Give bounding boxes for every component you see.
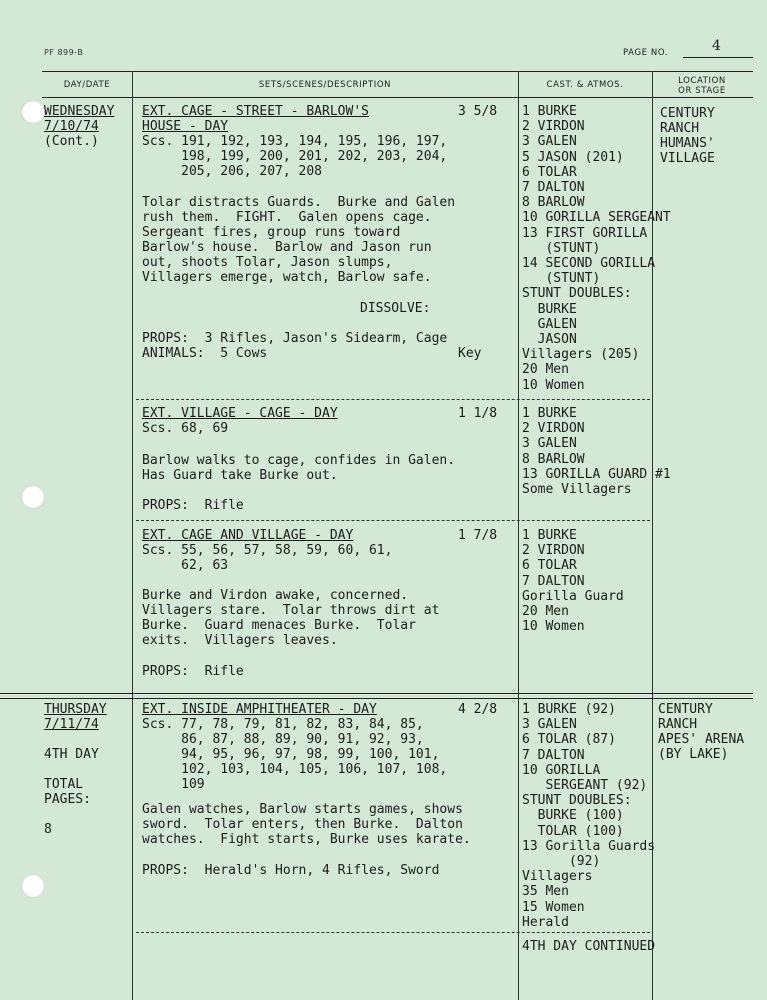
scene1-desc-5: out, shoots Tolar, Jason slumps, [142,255,393,270]
scene2-scs: Scs. 68, 69 [142,421,229,436]
day1-date: 7/10/74 [44,119,99,134]
form-code: PF 899-B [44,48,84,57]
day2-location-2: RANCH [658,717,698,732]
page-number-underline [683,57,753,58]
scene3-cast-line: 1 BURKE [522,528,577,543]
scene4-cast-line: 6 TOLAR (87) [522,732,616,748]
scene3-desc-3: Burke. Guard menaces Burke. Tolar [142,618,416,633]
scene4-cast-line: Villagers [522,869,593,885]
day2-location-1: CENTURY [658,702,713,717]
scene4-desc-1: Galen watches, Barlow starts games, shows [142,802,463,817]
scene3-cast-line: 2 VIRDON [522,543,585,559]
scene1-cast-line: 5 JASON (201) [522,149,624,165]
scene1-cast-line: 10 Women [522,377,585,393]
scene4-cast-line: 10 GORILLA [522,762,601,778]
scene4-cast-line: BURKE (100) [522,808,624,824]
scene2-cast-line: 13 GORILLA GUARD #1 [522,466,671,482]
scene1-scs-3: 205, 206, 207, 208 [142,164,323,179]
scene4-cast-line: 3 GALEN [522,717,577,733]
scene2-desc-2: Has Guard take Burke out. [142,468,338,483]
scene4-scs-2: 86, 87, 88, 89, 90, 91, 92, 93, [142,732,424,747]
scene2-pages: 1 1/8 [458,406,498,421]
scene3-title: EXT. CAGE AND VILLAGE - DAY [142,528,354,543]
scene1-cast-line: 3 GALEN [522,134,577,150]
scene1-props: PROPS: 3 Rifles, Jason's Sidearm, Cage [142,331,448,346]
scene3-cast-line: 20 Men [522,604,569,619]
scene4-desc-2: sword. Tolar enters, then Burke. Dalton [142,817,463,832]
scene4-cast-line: 7 DALTON [522,747,585,763]
scene2-cast-line: 3 GALEN [522,436,577,452]
col-divider-1 [132,71,133,1000]
scene1-desc-3: Sergeant fires, group runs toward [142,225,401,240]
scene2-cast-line: 2 VIRDON [522,421,585,437]
col-header-location-1: LOCATION [678,76,726,86]
page-number-value: 4 [712,38,721,54]
scene4-cast-line: STUNT DOUBLES: [522,793,632,809]
scene3-cast-line: Gorilla Guard [522,588,624,604]
col-divider-2 [518,71,519,1000]
scene1-title-2: HOUSE - DAY [142,119,229,134]
scene2-desc-1: Barlow walks to cage, confides in Galen. [142,453,456,468]
scene4-continued: 4TH DAY CONTINUED [522,939,656,954]
scene4-cast-line: TOLAR (100) [522,823,624,839]
scene1-cast-line: 1 BURKE [522,104,577,119]
scene4-cast-line: (92) [522,854,601,869]
col-header-location-2: OR STAGE [678,86,726,96]
scene1-dissolve: DISSOLVE: [360,301,431,316]
scene1-cast-line: BURKE [522,301,577,317]
col-header-sets: SETS/SCENES/DESCRIPTION [258,80,392,90]
day2-total-value: 8 [44,822,52,837]
scene1-desc-4: Barlow's house. Barlow and Jason run [142,240,432,255]
scene3-cast-line: 10 Women [522,619,585,635]
scene4-scs-5: 109 [142,777,205,792]
scene4-cast-line: 13 Gorilla Guards [522,838,656,854]
col-header-day-date: DAY/DATE [63,80,111,90]
scene-separator-2 [136,520,650,521]
scene1-cast-line: 10 GORILLA SERGEANT [522,210,671,226]
scene3-cast-line: 7 DALTON [522,573,585,589]
header-bottom-rule [42,97,753,98]
day-separator-rule-2 [0,698,753,699]
page-number-label: PAGE NO. [623,48,669,58]
day1-location-3: HUMANS' [660,136,715,151]
scene2-title: EXT. VILLAGE - CAGE - DAY [142,406,338,421]
scene4-props: PROPS: Herald's Horn, 4 Rifles, Sword [142,863,440,878]
scene4-cast-line: 1 BURKE (92) [522,702,616,717]
day2-day-number: 4TH DAY [44,747,99,762]
scene4-pages: 4 2/8 [458,702,498,717]
scene1-cast-line: (STUNT) [522,271,601,287]
punch-hole-bottom [21,874,45,898]
scene1-key: Key [458,346,482,361]
scene3-desc-2: Villagers stare. Tolar throws dirt at [142,603,440,618]
scene3-cast-line: 6 TOLAR [522,558,577,574]
day1-location-1: CENTURY [660,106,715,121]
scene3-scs-1: Scs. 55, 56, 57, 58, 59, 60, 61, [142,543,393,558]
scene3-desc-1: Burke and Virdon awake, concerned. [142,588,409,603]
scene2-cast-line: 8 BARLOW [522,451,585,467]
day2-location-4: (BY LAKE) [658,747,729,762]
scene3-desc-4: exits. Villagers leaves. [142,633,338,648]
scene1-cast-line: STUNT DOUBLES: [522,286,632,302]
scene1-scs-1: Scs. 191, 192, 193, 194, 195, 196, 197, [142,134,448,149]
scene1-pages: 3 5/8 [458,104,498,119]
scene1-cast-line: 20 Men [522,362,569,378]
scene1-cast-line: (STUNT) [522,240,601,256]
scene4-scs-1: Scs. 77, 78, 79, 81, 82, 83, 84, 85, [142,717,424,732]
day2-date: 7/11/74 [44,717,99,732]
day1-day: WEDNESDAY [44,104,115,119]
day1-location-2: RANCH [660,121,700,136]
scene2-props: PROPS: Rifle [142,498,244,513]
scene-separator-3 [136,932,650,933]
day2-location-3: APES' ARENA [658,732,745,747]
scene-separator-1 [136,399,650,400]
scene4-cast-line: 15 Women [522,899,585,915]
day1-cont: (Cont.) [44,134,99,149]
scene1-cast-line: 8 BARLOW [522,195,585,211]
scene4-scs-4: 102, 103, 104, 105, 106, 107, 108, [142,762,448,777]
col-header-cast: CAST. & ATMOS. [546,80,624,90]
table-top-rule [42,71,753,72]
scene1-desc-2: rush them. FIGHT. Galen opens cage. [142,210,432,225]
day2-total-label-2: PAGES: [44,792,91,807]
scene3-props: PROPS: Rifle [142,664,244,679]
scene1-cast-line: GALEN [522,316,577,332]
scene1-desc-1: Tolar distracts Guards. Burke and Galen [142,195,456,210]
scene2-cast-line: Some Villagers [522,482,632,497]
scene1-animals: ANIMALS: 5 Cows [142,346,268,361]
scene1-cast-line: 7 DALTON [522,180,585,195]
day2-day: THURSDAY [44,702,107,717]
punch-hole-middle [21,485,45,509]
scene4-desc-3: watches. Fight starts, Burke uses karate. [142,832,471,847]
punch-hole-top [21,100,45,124]
scene1-cast-line: Villagers (205) [522,347,640,363]
scene3-pages: 1 7/8 [458,528,498,543]
day2-total-label-1: TOTAL [44,777,84,792]
scene1-cast-line: JASON [522,332,577,347]
scene3-scs-2: 62, 63 [142,558,229,573]
scene1-title-1: EXT. CAGE - STREET - BARLOW'S [142,104,369,119]
scene1-cast-line: 6 TOLAR [522,164,577,180]
scene1-cast-line: 13 FIRST GORILLA [522,225,648,241]
scene1-cast-line: 2 VIRDON [522,119,585,135]
day-separator-rule-1 [0,693,753,694]
scene2-cast-line: 1 BURKE [522,406,577,421]
scene1-scs-2: 198, 199, 200, 201, 202, 203, 204, [142,149,448,164]
scene4-scs-3: 94, 95, 96, 97, 98, 99, 100, 101, [142,747,440,762]
scene4-cast-line: Herald [522,914,569,930]
scene1-desc-6: Villagers emerge, watch, Barlow safe. [142,270,432,285]
scene4-cast-line: 35 Men [522,884,569,900]
scene4-cast-line: SERGEANT (92) [522,778,648,793]
scene1-cast-line: 14 SECOND GORILLA [522,256,656,271]
scene4-title: EXT. INSIDE AMPHITHEATER - DAY [142,702,377,717]
day1-location-4: VILLAGE [660,151,715,166]
